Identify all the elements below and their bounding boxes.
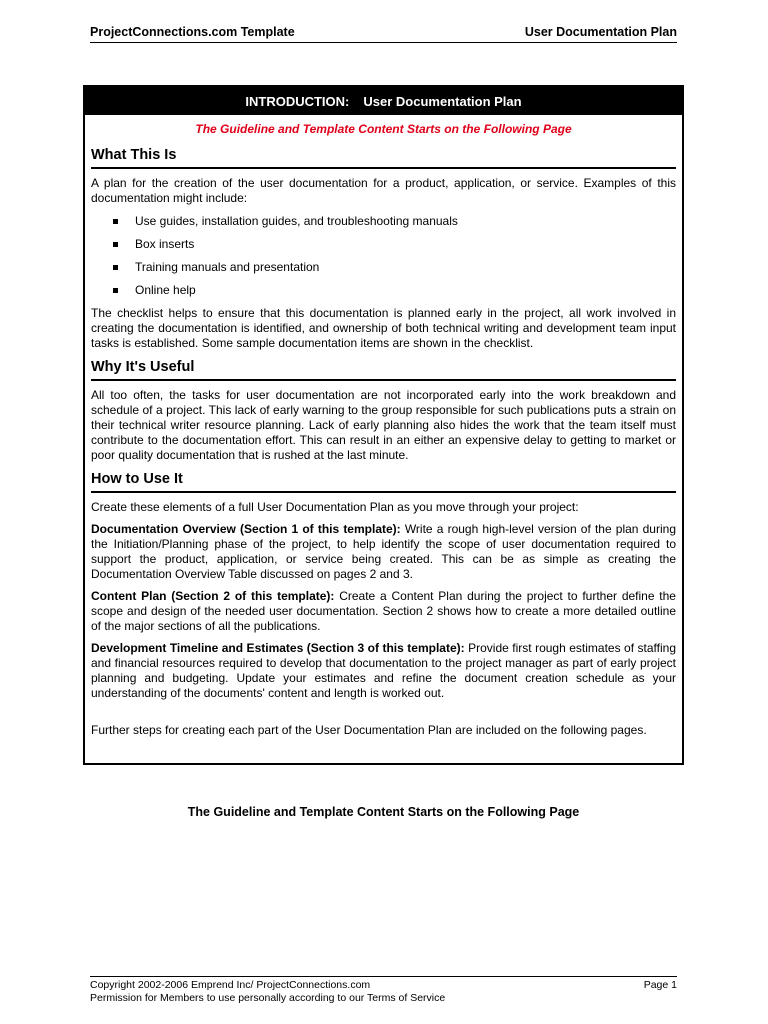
why-body: All too often, the tasks for user documentation are not incorporated early into the work breakdown and schedule of a project. This lack of early warning to the group responsible for such publications puts a strain on their technical writer resource planning. Lack of early planning also hides the work that the team itself must contribute to the documentation effort. This can result in an either an expensive delay to getting to market or poor quality documentation that is rushed at the last minute.	[91, 388, 676, 462]
bullet-icon	[113, 288, 118, 293]
how-item-label: Documentation Overview (Section 1 of this template):	[91, 522, 401, 536]
introduction-box	[83, 85, 684, 765]
bullet-icon	[113, 242, 118, 247]
header-document-title: User Documentation Plan	[524, 25, 677, 39]
footer-page-number: Page 1	[643, 979, 677, 991]
section-heading-how: How to Use It	[91, 471, 676, 493]
how-item-overview: Documentation Overview (Section 1 of this template): Write a rough high-level version of the plan during the Initiation/Planning phase of the project, to help identify the scope of user documentation required to support the product, application, or service being created. This can be as simple as creating the Documentation Overview Table discussed on pages 2 and 3.	[91, 522, 676, 581]
page-footer	[90, 976, 677, 1005]
bullet-icon	[113, 219, 118, 224]
section-heading-what: What This Is	[91, 147, 676, 169]
introduction-title-bar	[85, 87, 682, 115]
list-item: Box inserts	[113, 237, 676, 252]
introduction-content	[85, 147, 682, 738]
footer-copyright: Copyright 2002-2006 Emprend Inc/ ProjectConnections.com	[90, 979, 371, 991]
bottom-guideline-notice: The Guideline and Template Content Starts on the Following Page	[187, 805, 580, 819]
list-item: Training manuals and presentation	[113, 260, 676, 275]
header-template-name: ProjectConnections.com Template	[90, 25, 295, 39]
how-item-timeline: Development Timeline and Estimates (Section 3 of this template): Provide first rough estimates of staffing and financial resources required to develop that documentation to the project manager as part of early project planning and budgeting. Update your estimates and refine the document creation schedule as your understanding of the documents' content and length is worked out.	[91, 641, 677, 700]
how-item-label: Content Plan (Section 2 of this template):	[91, 589, 335, 603]
how-item-label: Development Timeline and Estimates (Section 3 of this template):	[91, 641, 465, 655]
bullet-icon	[113, 265, 118, 270]
footer-permission: Permission for Members to use personally according to our Terms of Service	[90, 992, 446, 1004]
how-item-content-plan: Content Plan (Section 2 of this template): Create a Content Plan during the project to further define the scope and design of the needed user documentation. Section 2 shows how to create a more detailed outline of the major sections of all the publications.	[91, 589, 676, 633]
how-intro: Create these elements of a full User Documentation Plan as you move through your project:	[91, 500, 579, 514]
what-outro: The checklist helps to ensure that this documentation is planned early in the project, all work involved in creating the documentation is identified, and ownership of both technical writing and development team input tasks is established. Some sample documentation items are shown in the checklist.	[91, 306, 676, 350]
how-closing: Further steps for creating each part of the User Documentation Plan are included on the following pages.	[91, 723, 647, 737]
list-item: Use guides, installation guides, and troubleshooting manuals	[113, 214, 676, 229]
list-item: Online help	[113, 283, 676, 298]
page-header	[90, 25, 677, 43]
examples-list	[91, 214, 676, 298]
title-prefix: INTRODUCTION:	[245, 94, 350, 109]
guideline-notice: The Guideline and Template Content Starts on the Following Page	[195, 122, 572, 136]
section-heading-why: Why It's Useful	[91, 359, 676, 381]
what-intro: A plan for the creation of the user documentation for a product, application, or service. Examples of this documentation might include:	[91, 176, 676, 205]
title-text: User Documentation Plan	[363, 94, 522, 109]
